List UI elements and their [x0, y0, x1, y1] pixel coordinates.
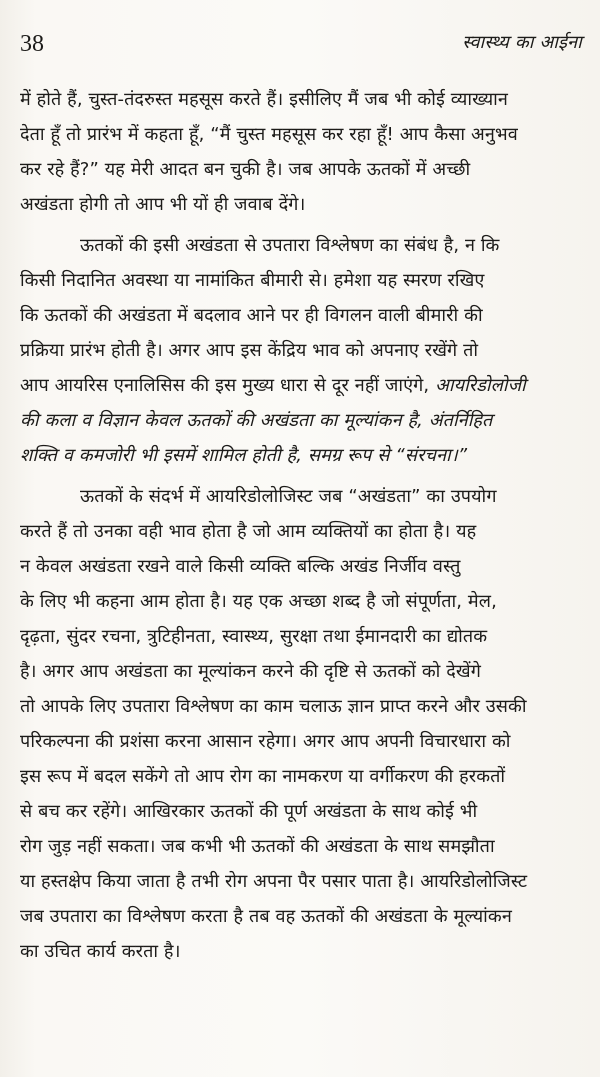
text-line: करते हैं तो उनका वही भाव होता है जो आम व्यक्तियों का होता है। यह	[20, 521, 477, 542]
text-line: का उचित कार्य करता है।	[20, 941, 181, 962]
text-line-mixed	[20, 368, 590, 403]
paragraph-2	[20, 228, 590, 473]
text-line: है। अगर आप अखंडता का मूल्यांकन करने की दृष्टि से ऊतकों को देखेंगे	[20, 661, 481, 682]
text-line: प्रक्रिया प्रारंभ होती है। अगर आप इस केंद्रिय भाव को अपनाए रखेंगे तो	[20, 340, 479, 361]
text-line: परिकल्पना की प्रशंसा करना आसान रहेगा। अगर आप अपनी विचारधारा को	[20, 731, 511, 752]
text-line: अखंडता होगी तो आप भी यों ही जवाब देंगे।	[20, 194, 306, 215]
text-line: किसी निदानित अवस्था या नामांकित बीमारी से। हमेशा यह स्मरण रखिए	[20, 270, 485, 291]
italic-text-line: शक्ति व कमजोरी भी इसमें शामिल होती है, समग्र रूप से “संरचना।”	[20, 445, 468, 466]
text-line: के लिए भी कहना आम होता है। यह एक अच्छा शब्द है जो संपूर्णता, मेल,	[20, 591, 497, 612]
text-line: न केवल अखंडता रखने वाले किसी व्यक्ति बल्कि अखंड निर्जीव वस्तु	[20, 556, 461, 577]
text-line: में होते हैं, चुस्त-तंदरुस्त महसूस करते हैं। इसीलिए मैं जब भी कोई व्याख्यान	[20, 89, 509, 110]
text-line: से बच कर रहेंगे। आखिरकार ऊतकों की पूर्ण अखंडता के साथ कोई भी	[20, 801, 478, 822]
text-line: या हस्तक्षेप किया जाता है तभी रोग अपना पैर पसार पाता है। आयरिडोलोजिस्ट	[20, 871, 528, 892]
text-line: जब उपतारा का विश्लेषण करता है तब वह ऊतकों की अखंडता के मूल्यांकन	[20, 906, 512, 927]
text-segment: आप आयरिस एनालिसिस की इस मुख्य धारा से दूर नहीं जाएंगे,	[20, 375, 430, 396]
text-line: कि ऊतकों की अखंडता में बदलाव आने पर ही विगलन वाली बीमारी की	[20, 305, 483, 326]
body-text	[20, 82, 590, 969]
text-line: देता हूँ तो प्रारंभ में कहता हूँ, “मैं चुस्त महसूस कर रहा हूँ! आप कैसा अनुभव	[20, 124, 518, 145]
page-number: 38	[20, 31, 44, 57]
text-line: तो आपके लिए उपतारा विश्लेषण का काम चलाऊ ज्ञान प्राप्त करने और उसकी	[20, 696, 527, 717]
italic-text-line: की कला व विज्ञान केवल ऊतकों की अखंडता का मूल्यांकन है, अंतर्निहित	[20, 410, 493, 431]
text-line: रोग जुड़ नहीं सकता। जब कभी भी ऊतकों की अखंडता के साथ समझौता	[20, 836, 495, 857]
text-line: ऊतकों की इसी अखंडता से उपतारा विश्लेषण का संबंध है, न कि	[80, 235, 500, 256]
paragraph-3	[20, 479, 590, 969]
text-line: कर रहे हैं?” यह मेरी आदत बन चुकी है। जब आपके ऊतकों में अच्छी	[20, 159, 471, 180]
text-line: दृढ़ता, सुंदर रचना, त्रुटिहीनता, स्वास्थ्य, सुरक्षा तथा ईमानदारी का द्योतक	[20, 626, 488, 647]
text-line: इस रूप में बदल सकेंगे तो आप रोग का नामकरण या वर्गीकरण की हरकतों	[20, 766, 506, 787]
text-line: ऊतकों के संदर्भ में आयरिडोलोजिस्ट जब “अखंडता” का उपयोग	[80, 486, 497, 507]
italic-text-segment: आयरिडोलोजी	[435, 375, 526, 396]
running-head: स्वास्थ्य का आईना	[462, 32, 582, 53]
paragraph-1	[20, 82, 590, 222]
